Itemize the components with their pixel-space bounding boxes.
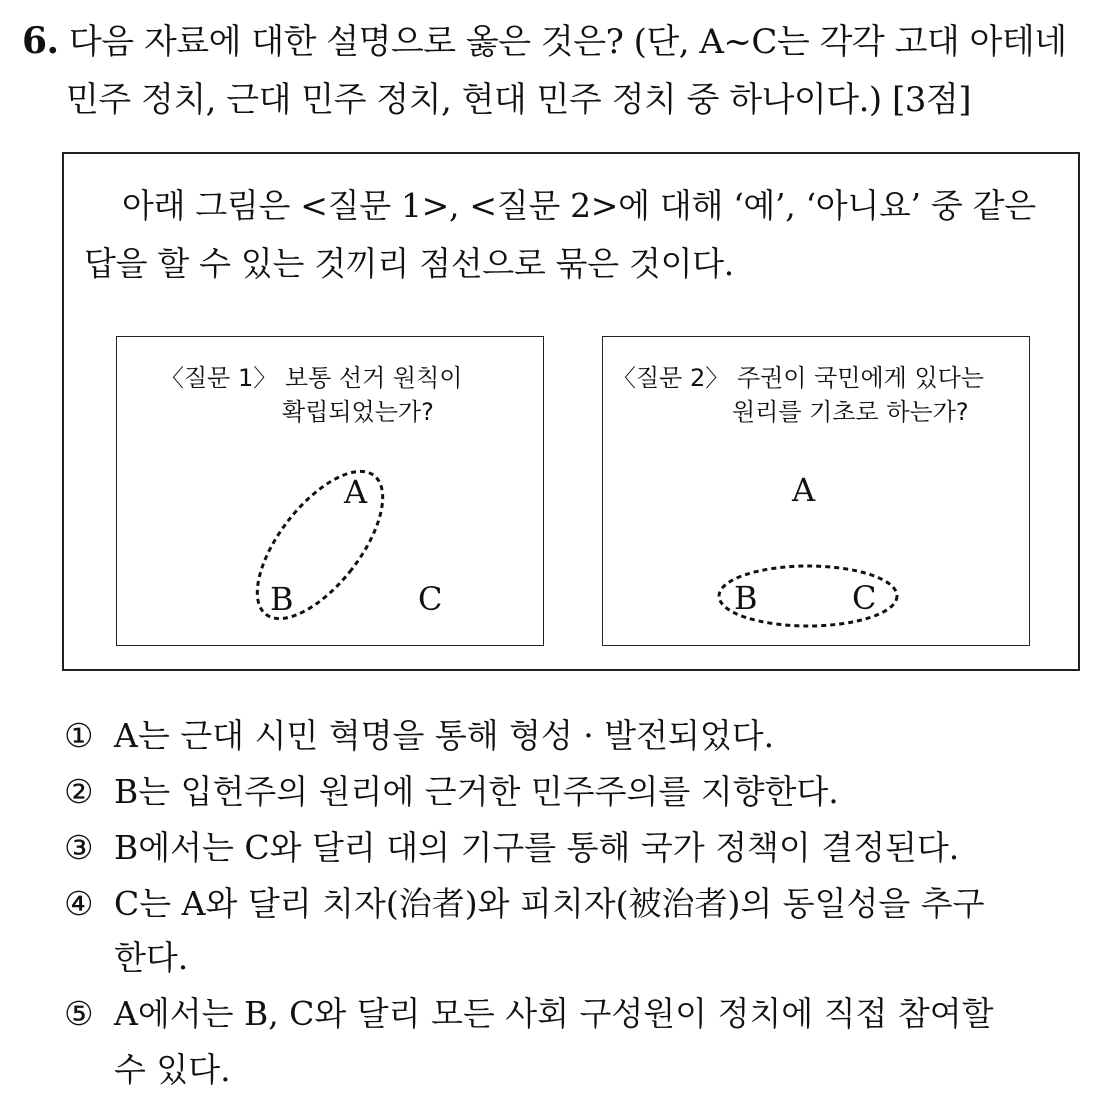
question1-label-1: 〈질문 1〉 보통 선거 원칙이 [160,364,463,392]
box-text-line-2: 답을 할 수 있는 것끼리 점선으로 묶은 것이다. [84,244,734,283]
panel1-node-c: C [418,580,443,618]
box-text-line-1: 아래 그림은 <질문 1>, <질문 2>에 대해 ‘예’, ‘아니요’ 중 같은 [122,186,1036,225]
choice-2-text: B는 입헌주의 원리에 근거한 민주주의를 지향한다. [114,772,839,811]
choice-3[interactable] [64,822,959,869]
choice-3-text: B에서는 C와 달리 대의 기구를 통해 국가 정책이 결정된다. [114,828,960,867]
question2-label-1: 〈질문 2〉 주권이 국민에게 있다는 [612,364,984,392]
question-stem-2: 민주 정치, 근대 민주 정치, 현대 민주 정치 중 하나이다.) [3점] [66,80,971,120]
choice-4-text: C는 A와 달리 치자(治者)와 피치자(被治者)의 동일성을 추구 [114,884,985,923]
choice-4-number: ④ [64,884,94,923]
choice-1[interactable] [64,710,774,757]
panel2-node-a: A [792,471,816,509]
question-stem-1: 다음 자료에 대한 설명으로 옳은 것은? (단, A~C는 각각 고대 아테네 [68,22,1067,62]
panel1-dashed-group [234,451,405,639]
panel1-node-a: A [344,473,368,511]
question1-label-2: 확립되었는가? [282,398,434,426]
panel2-node-b: B [734,579,758,617]
choice-2-number: ② [64,772,94,811]
question-number: 6. [22,20,59,62]
choice-1-number: ① [64,716,94,755]
choice-5-text: A에서는 B, C와 달리 모든 사회 구성원이 정치에 직접 참여할 [114,994,994,1033]
choice-5-number: ⑤ [64,994,94,1033]
panel2-node-c: C [852,579,877,617]
panel1-node-b: B [270,580,294,618]
choice-4[interactable] [64,878,984,925]
choice-1-text: A는 근대 시민 혁명을 통해 형성 · 발전되었다. [114,716,775,755]
choice-3-number: ③ [64,828,94,867]
choice-2[interactable] [64,766,839,813]
choice-5-continuation: 수 있다. [114,1050,231,1089]
panel2-dashed-group [719,566,897,626]
choice-5[interactable] [64,988,994,1035]
question2-label-2: 원리를 기초로 하는가? [732,398,969,426]
choice-4-continuation: 한다. [114,938,189,977]
